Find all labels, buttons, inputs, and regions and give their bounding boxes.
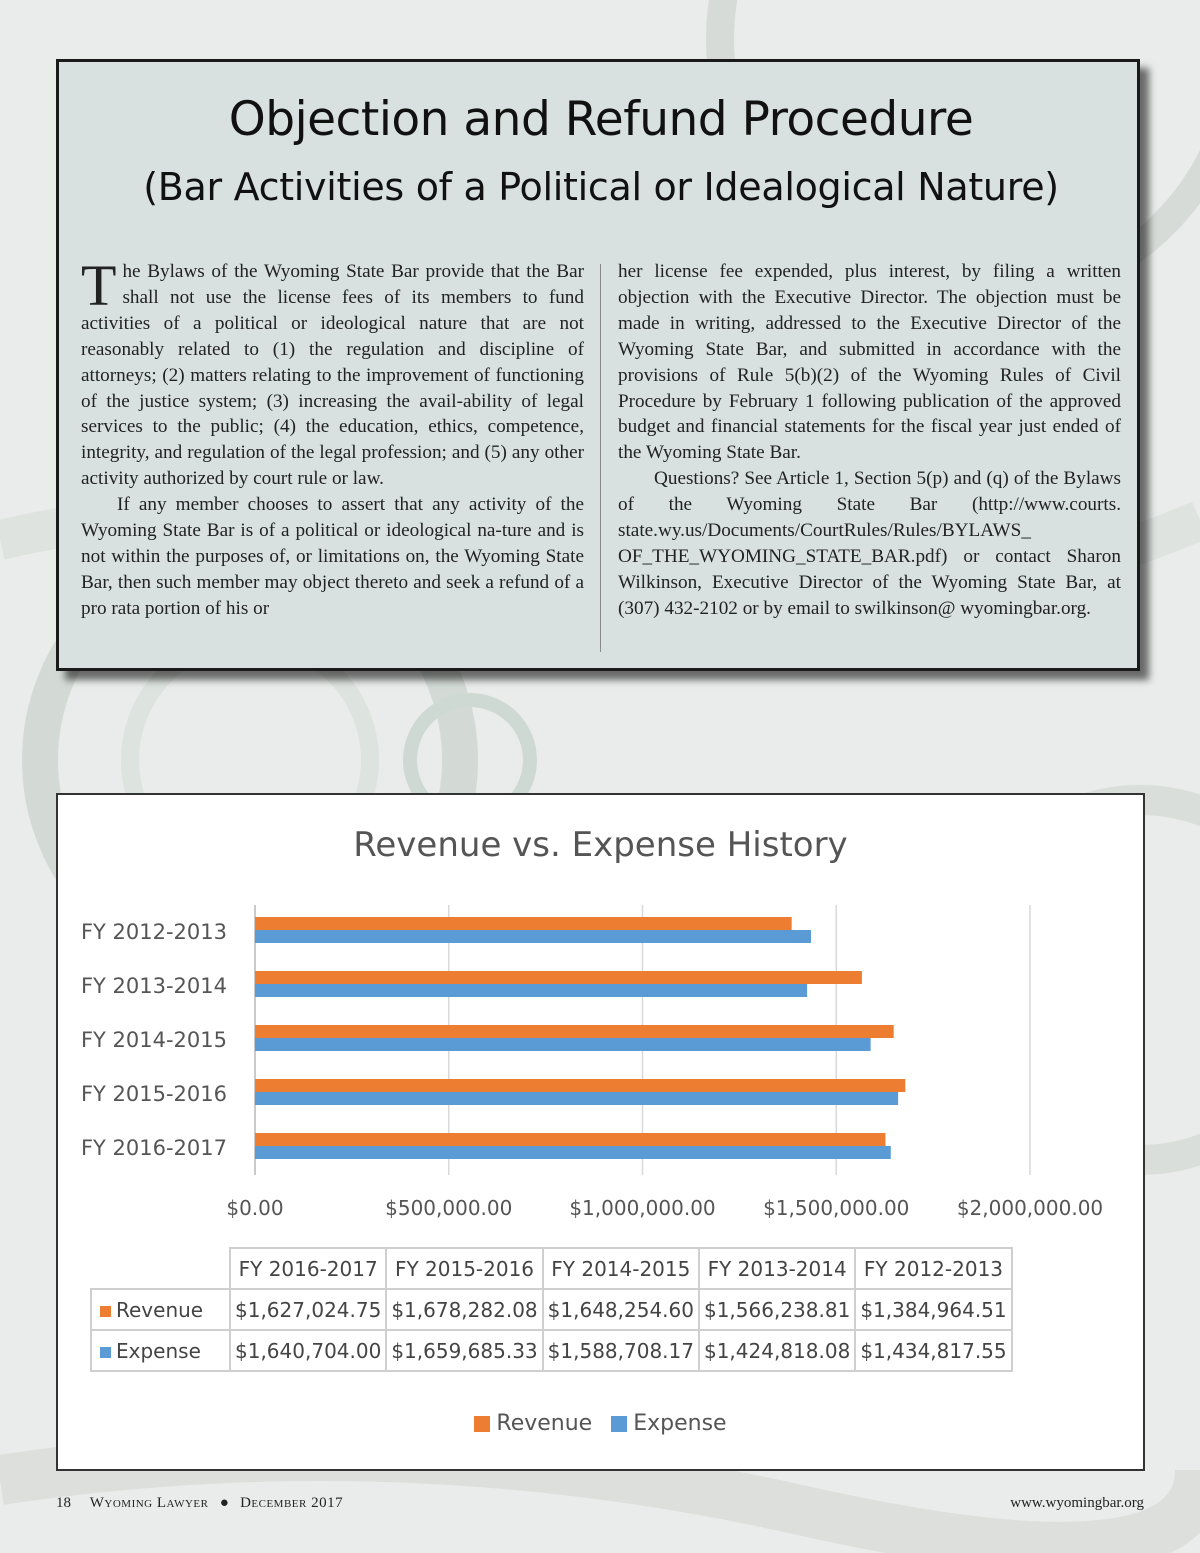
table-row-label	[91, 1330, 230, 1371]
publication-name: Wyoming Lawyer	[89, 1495, 209, 1511]
chart-title: Revenue vs. Expense History	[353, 825, 848, 865]
table-header-cell: FY 2015-2016	[386, 1248, 542, 1289]
notice-column-right	[618, 259, 1121, 622]
table-cell: $1,627,024.75	[230, 1289, 386, 1330]
legend-item-expense	[611, 1411, 726, 1436]
table-header-cell: FY 2016-2017	[230, 1248, 386, 1289]
chart-data-table	[90, 1247, 1013, 1372]
table-row-revenue	[91, 1289, 1012, 1330]
revenue-swatch-icon	[100, 1306, 111, 1317]
category-label: FY 2013-2014	[80, 974, 227, 998]
revenue-bar	[255, 1079, 905, 1092]
table-header-cell: FY 2014-2015	[543, 1248, 699, 1289]
table-cell: $1,588,708.17	[543, 1330, 699, 1371]
revenue-bar	[255, 917, 792, 930]
table-header-row	[91, 1248, 1012, 1289]
expense-legend-swatch-icon	[611, 1416, 627, 1432]
notice-paragraph-2: If any member chooses to assert that any activity of the Wyoming State Bar is of a political or ideological na-ture and is not within the purposes of, or limitations on, the Wyoming State Bar, then such member may object thereto and seek a refund of a pro rata portion of his or	[81, 494, 584, 619]
expense-row-label: Expense	[116, 1338, 201, 1363]
category-label: FY 2014-2015	[80, 1028, 227, 1052]
page-number: 18	[56, 1495, 71, 1511]
expense-bar	[255, 1092, 898, 1105]
revenue-bar	[255, 1133, 885, 1146]
table-cell: $1,648,254.60	[543, 1289, 699, 1330]
bar-chart-plot	[58, 795, 1143, 1245]
category-label: FY 2016-2017	[80, 1136, 227, 1160]
column-divider	[600, 264, 601, 652]
page-footer-left	[56, 1495, 343, 1512]
notice-column-left	[81, 253, 584, 622]
legend-revenue-label: Revenue	[496, 1411, 593, 1436]
expense-swatch-icon	[100, 1347, 111, 1358]
x-tick-label: $1,000,000.00	[569, 1196, 716, 1220]
issue-date: December 2017	[240, 1495, 344, 1511]
revenue-legend-swatch-icon	[474, 1416, 490, 1432]
table-cell: $1,659,685.33	[386, 1330, 542, 1371]
legend-item-revenue	[474, 1411, 592, 1436]
table-cell: $1,424,818.08	[699, 1330, 855, 1371]
expense-bar	[255, 930, 811, 943]
revenue-bar	[255, 971, 862, 984]
table-row-expense	[91, 1330, 1012, 1371]
notice-subtitle: (Bar Activities of a Political or Idealogical Nature)	[143, 165, 1059, 209]
table-cell: $1,640,704.00	[230, 1330, 386, 1371]
revenue-expense-chart	[56, 793, 1145, 1471]
drop-cap: T	[81, 253, 117, 318]
table-row-label	[91, 1289, 230, 1330]
notice-paragraph-1	[81, 253, 584, 492]
notice-paragraph-1-text: he Bylaws of the Wyoming State Bar provide that the Bar shall not use the license fees of its members to fund activities of a political or ideological nature that are not reasonably related to (1) the regulation and discipline of attorneys; (2) matters relating to the improvement of functioning of the justice system; (3) increasing the avail-ability of legal services to the public; (4) the education, ethics, competence, integrity, and regulation of the legal profession; and (5) any other activity authorized by court rule or law.	[81, 261, 584, 490]
chart-legend	[58, 1411, 1143, 1436]
category-label: FY 2015-2016	[80, 1082, 227, 1106]
notice-paragraph-4: Questions? See Article 1, Section 5(p) and (q) of the Bylaws of the Wyoming State Bar (http://www.courts. state.wy.us/Documents/CourtRules/Rules/BYLAWS_ OF_THE_WYOMING_STATE_BAR.pdf) or contact Sharon Wilkinson, Executive Director of the Wyoming State Bar, at (307) 432-2102 or by email to swilkinson@ wyomingbar.org.	[618, 468, 1121, 619]
revenue-bar	[255, 1025, 894, 1038]
expense-bar	[255, 984, 807, 997]
x-tick-label: $2,000,000.00	[956, 1196, 1104, 1220]
table-cell: $1,678,282.08	[386, 1289, 542, 1330]
notice-paragraph-3: her license fee expended, plus interest, by filing a written objection with the Executive Director. The objection must be made in writing, addressed to the Executive Director of the Wyoming State Bar, and submitted in accordance with the provisions of Rule 5(b)(2) of the Wyoming Rules of Civil Procedure by February 1 following publication of the approved budget and financial statements for the fiscal year just ended of the Wyoming State Bar.	[618, 261, 1121, 464]
notice-title: Objection and Refund Procedure	[228, 92, 974, 147]
table-cell: $1,384,964.51	[855, 1289, 1011, 1330]
x-tick-label: $0.00	[226, 1196, 284, 1220]
expense-bar	[255, 1038, 871, 1051]
x-tick-label: $500,000.00	[385, 1196, 513, 1220]
table-cell: $1,434,817.55	[855, 1330, 1011, 1371]
revenue-row-label: Revenue	[116, 1297, 204, 1322]
website-link[interactable]: www.wyomingbar.org	[1010, 1495, 1144, 1511]
category-label: FY 2012-2013	[80, 920, 227, 944]
objection-notice-box	[56, 59, 1140, 671]
table-cell: $1,566,238.81	[699, 1289, 855, 1330]
x-tick-label: $1,500,000.00	[763, 1196, 910, 1220]
footer-bullet-icon: ●	[219, 1495, 229, 1511]
expense-bar	[255, 1146, 891, 1159]
table-corner	[91, 1248, 230, 1289]
legend-expense-label: Expense	[633, 1411, 727, 1436]
table-header-cell: FY 2013-2014	[699, 1248, 855, 1289]
table-header-cell: FY 2012-2013	[855, 1248, 1011, 1289]
